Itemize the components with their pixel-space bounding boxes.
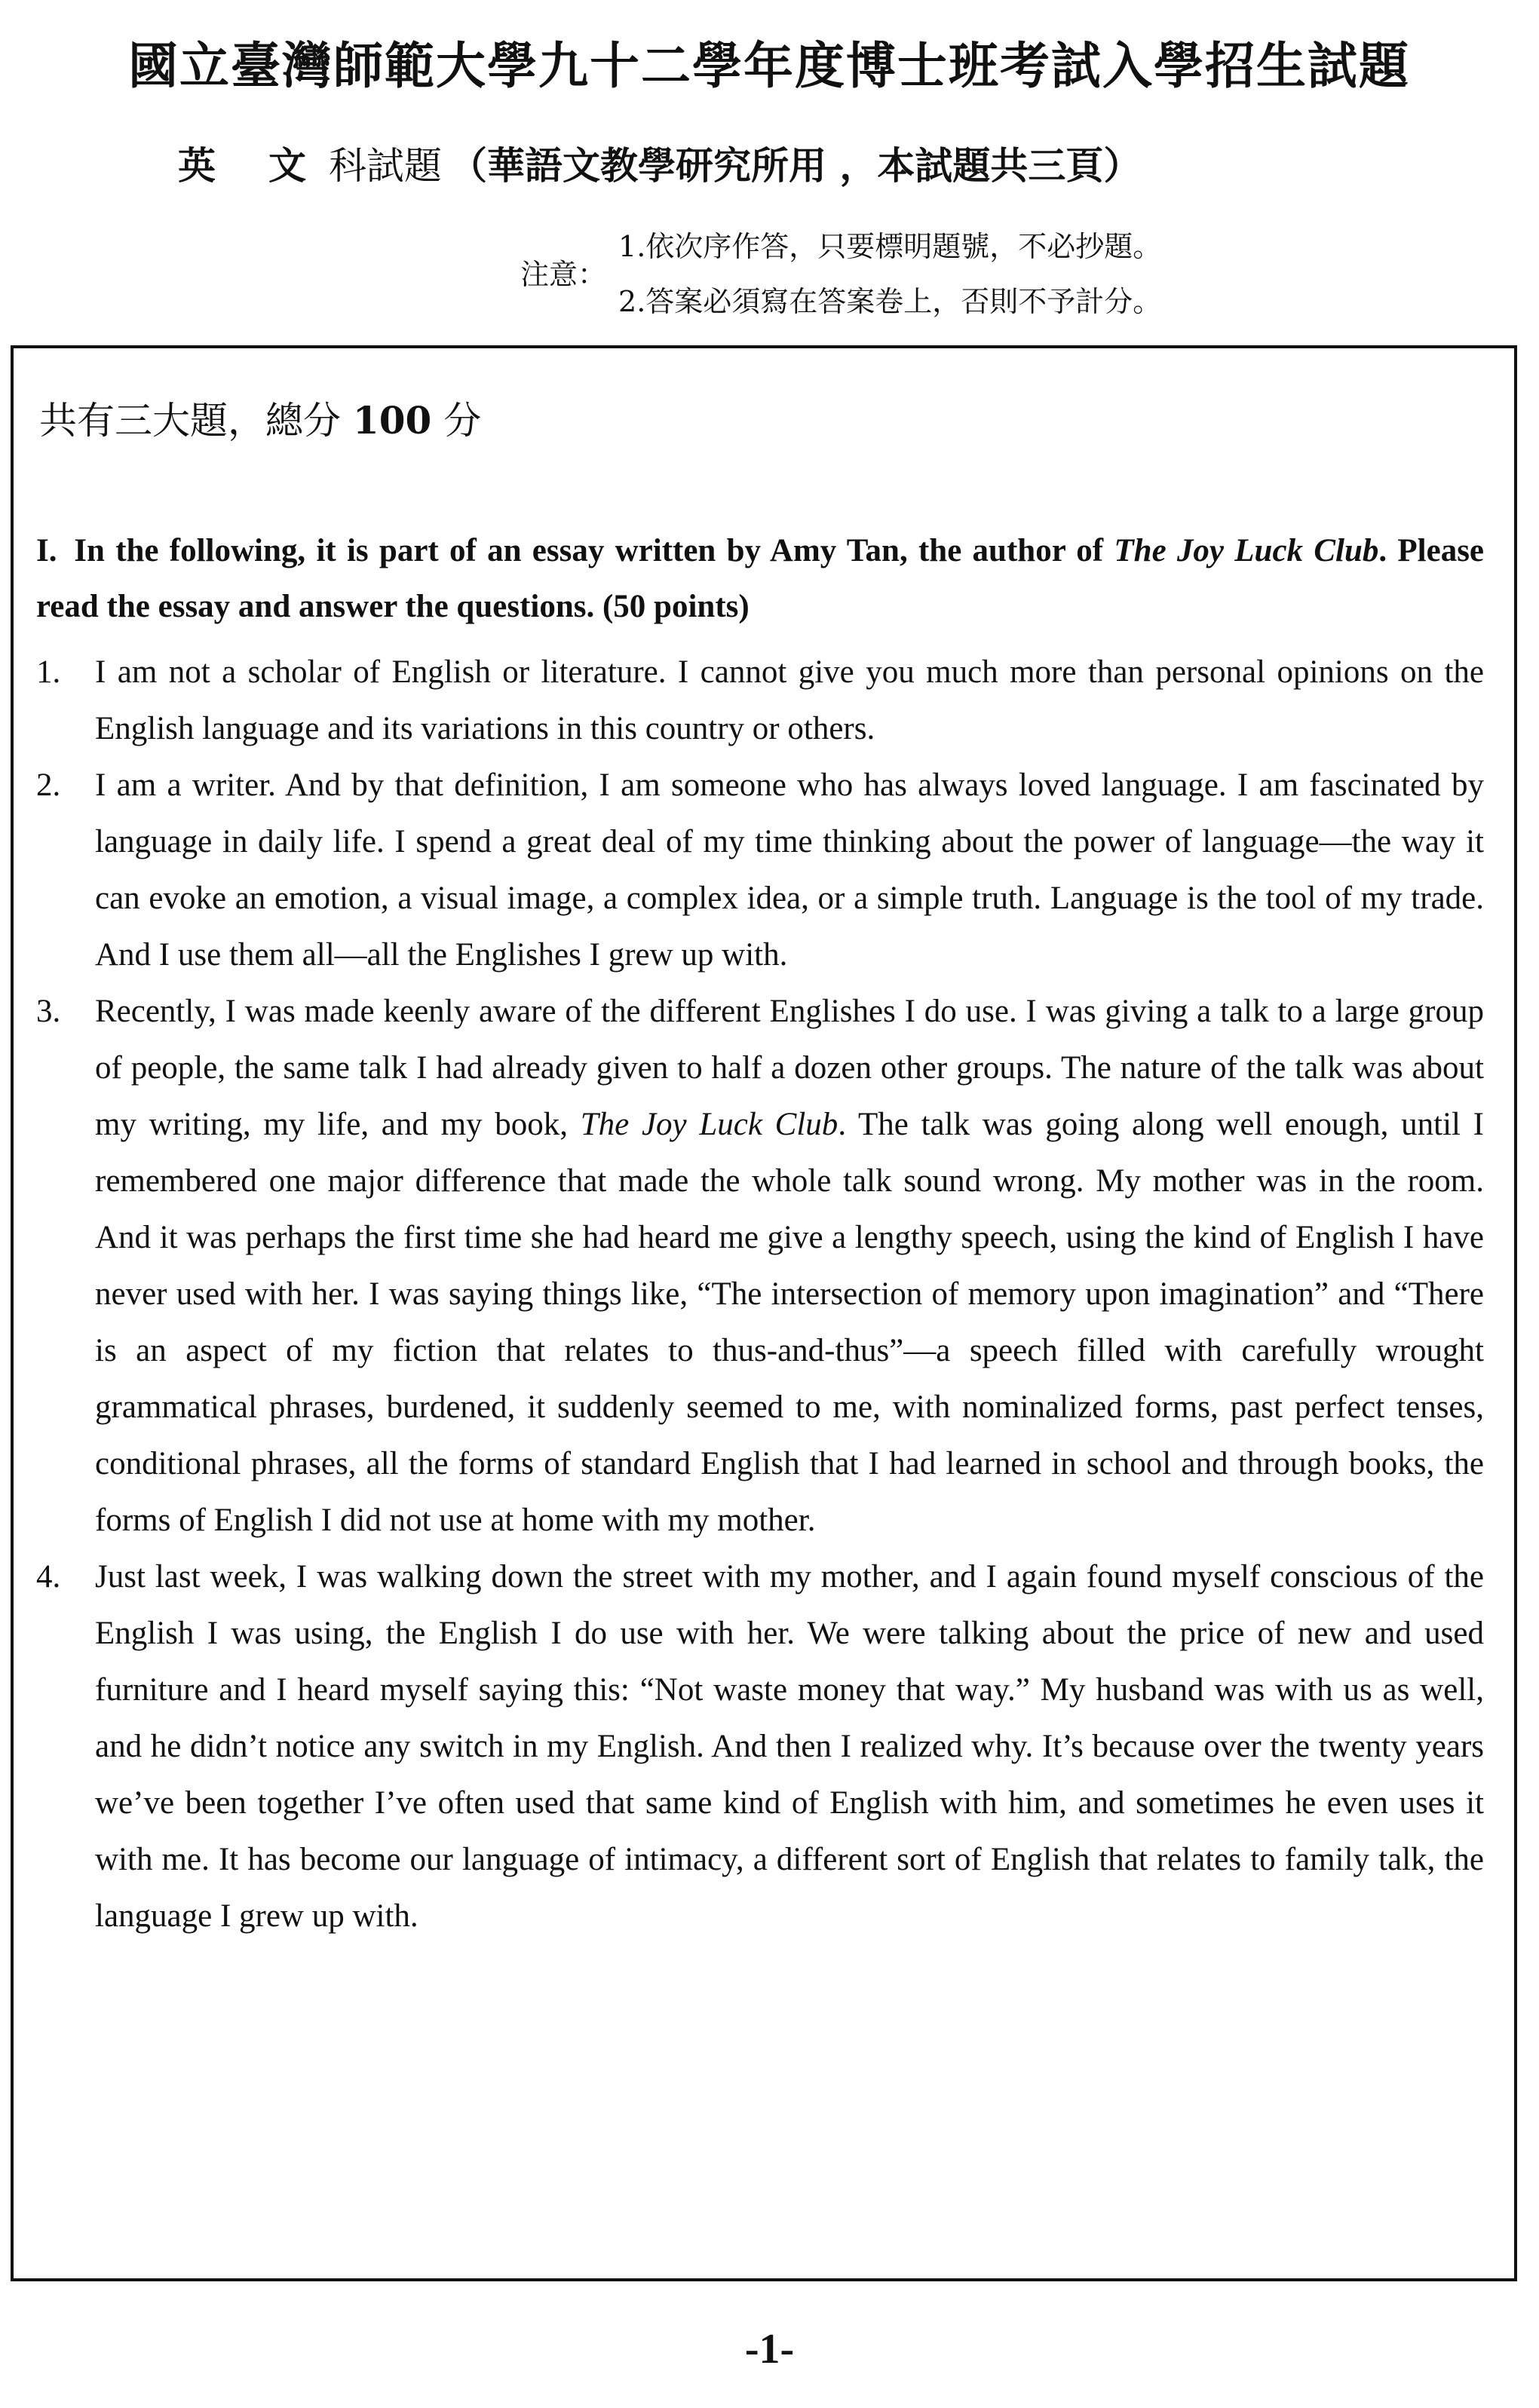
subject-char-2: 文	[268, 143, 306, 188]
subject-detail: （華語文教學研究所用 ，本試題共三頁）	[449, 143, 1142, 188]
exam-question-box	[11, 345, 1517, 2281]
paragraph-text: Just last week, I was walking down the street with my mother, and I again found myself conscious of the English I was using, the English I do use with her. We were talking about the price of new and used furniture and I heard myself saying this: “Not waste money that way.” My husband was with us as well, and he didn’t notice any switch in my English. And then I realized why. It’s because over the twenty years we’ve been together I’ve often used that same kind of English with him, and sometimes he even uses it with me. It has become our language of intimacy, a different sort of English that relates to family talk, the language I grew up with.	[95, 1559, 1484, 1934]
page-number: -1-	[744, 2326, 795, 2373]
paragraph-number: 3.	[36, 994, 61, 1029]
notice-label: 注意：	[520, 257, 607, 291]
total-score-suffix: 分	[443, 399, 482, 443]
exam-notice	[520, 223, 1161, 320]
paragraph-text: I am a writer. And by that definition, I am someone who has always loved language. I am fascinated by language in daily life. I spend a great deal of my time thinking about the power of language—the way it can evoke an emotion, a visual image, a complex idea, or a simple truth. Language is the tool of my trade. And I use them all—all the Englishes I grew up with.	[95, 767, 1484, 973]
paragraph-book-title: The Joy Luck Club	[580, 1107, 838, 1142]
essay-paragraph	[36, 757, 1484, 983]
total-score	[39, 391, 481, 445]
essay-paragraph	[36, 1549, 1484, 1944]
page-title: 國立臺灣師範大學九十二學年度博士班考試入學招生試題	[128, 36, 1410, 95]
total-score-points: 100	[352, 398, 432, 443]
paragraph-number: 1.	[36, 654, 61, 690]
notice-item-1: 1.依次序作答，只要標明題號，不必抄題。	[618, 230, 1162, 263]
paragraph-number: 2.	[36, 767, 61, 803]
section-1-number: I.	[36, 533, 57, 568]
essay-paragraph	[36, 644, 1484, 757]
paragraph-text: I am not a scholar of English or literature. I cannot give you much more than personal opinions on the English language and its variations in this country or others.	[95, 654, 1484, 746]
paragraph-text-b: . The talk was going along well enough, until I remembered one major difference that made the whole talk sound wrong. My mother was in the room. And it was perhaps the first time she had heard me give a lengthy speech, using the kind of English I have never used with her. I was saying things like, “The intersection of memory upon imagination” and “There is an aspect of my fiction that relates to thus-and-thus”—a speech filled with carefully wrought grammatical phrases, burdened, it suddenly seemed to me, with nominalized forms, past perfect tenses, conditional phrases, all the forms of standard English that I had learned in school and through books, the forms of English I did not use at home with my mother.	[95, 1107, 1485, 1538]
subject-line	[178, 136, 1141, 190]
section-1-book-title: The Joy Luck Club	[1114, 533, 1379, 568]
total-score-prefix: 共有三大題，總分	[39, 399, 341, 443]
notice-list	[618, 223, 1161, 320]
notice-item-2: 2.答案必須寫在答案卷上，否則不予計分。	[618, 285, 1162, 318]
essay-paragraphs	[36, 644, 1484, 1944]
subject-suffix: 科試題	[329, 144, 442, 188]
section-1-heading	[36, 523, 1484, 635]
subject-char-1: 英	[178, 143, 216, 188]
paragraph-text-a: Recently, I was made keenly aware of the different Englishes I do use. I was giving a talk to a large group of people, the same talk I had already given to half a dozen other groups. The nature of the talk was about my writing, my life, and my book,	[95, 994, 1484, 1142]
paragraph-number: 4.	[36, 1559, 61, 1595]
essay-paragraph	[36, 983, 1484, 1549]
section-1-heading-text-a: In the following, it is part of an essay written by Amy Tan, the author of	[74, 533, 1104, 568]
section-1-heading-text-b: . Please read the essay and answer the questions. (50 points)	[36, 533, 1485, 624]
